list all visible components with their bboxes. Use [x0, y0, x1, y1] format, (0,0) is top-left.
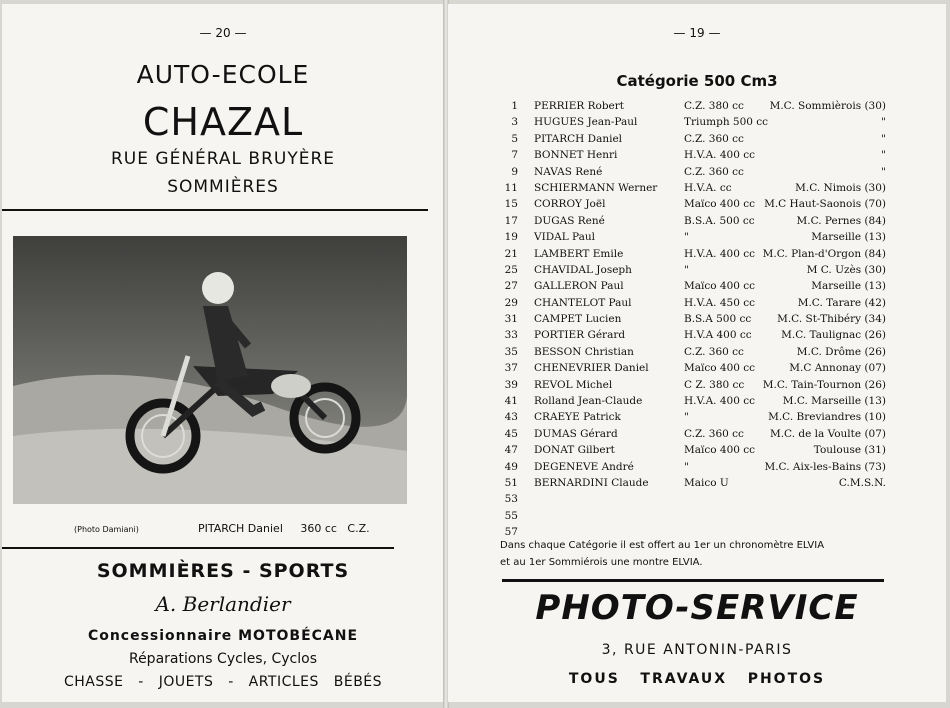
bike-model: Maïco 400 cc [684, 280, 756, 293]
auto-ecole-name: CHAZAL [142, 100, 304, 144]
result-row [448, 395, 946, 411]
result-row [448, 133, 946, 149]
bike-model: H.V.A. 400 cc [684, 247, 755, 260]
bike-model: H.V.A. 400 cc [684, 149, 755, 162]
category-title: Catégorie 500 Cm3 [616, 72, 778, 90]
result-number: 9 [511, 165, 518, 178]
rider-name: REVOL Michel [534, 378, 613, 391]
result-row [448, 198, 946, 214]
rider-name: PITARCH Daniel [534, 132, 623, 145]
divider [502, 579, 884, 582]
result-number: 1 [511, 100, 518, 112]
photo-service-tagline: TOUS TRAVAUX PHOTOS [568, 671, 826, 687]
bike-model: C.Z. 360 cc [684, 132, 744, 145]
rider-name: BONNET Henri [534, 149, 618, 162]
result-row [448, 149, 946, 165]
bike-model: " [684, 263, 689, 276]
rider-name: NAVAS René [534, 165, 603, 178]
rider-name: CRAEYE Patrick [534, 411, 621, 424]
photo-service-title: PHOTO-SERVICE [535, 588, 859, 628]
result-row [448, 280, 946, 296]
result-number: 57 [504, 526, 518, 539]
page-number-20: — 20 — [199, 26, 247, 40]
divider [2, 209, 428, 211]
result-number: 31 [504, 313, 518, 326]
result-number: 53 [504, 493, 518, 506]
club-name: M.C Haut-Saonois (70) [764, 198, 886, 211]
result-row [448, 444, 946, 460]
prize-note-line: Dans chaque Catégorie il est offert au 1er un chronomètre ELVIA [500, 540, 825, 551]
club-name: M.C. Pernes (84) [796, 214, 886, 227]
rider-name: CHANTELOT Paul [534, 296, 632, 309]
club-name: M.C. Tarare (42) [797, 296, 886, 309]
bike-model: H.V.A. 450 cc [684, 296, 755, 309]
divider [2, 547, 394, 549]
club-name: " [881, 149, 886, 162]
club-name: M.C. Tain-Tournon (26) [762, 378, 886, 391]
rider-name: CHENEVRIER Daniel [534, 362, 649, 375]
bike-model: C.Z. 360 cc [684, 427, 744, 440]
result-number: 21 [504, 247, 518, 260]
club-name: M.C. de la Voulte (07) [769, 427, 886, 440]
result-number: 27 [504, 280, 518, 293]
club-name: Marseille (13) [811, 231, 886, 244]
result-number: 5 [511, 132, 518, 145]
result-row [448, 379, 946, 395]
result-row [448, 166, 946, 182]
result-row [448, 231, 946, 247]
result-number: 17 [504, 214, 518, 227]
club-name: M.C. Nimois (30) [795, 181, 886, 194]
club-name: M.C Annonay (07) [789, 362, 886, 375]
bike-model: Maïco 400 cc [684, 362, 756, 375]
result-row [448, 116, 946, 132]
rider-illustration [13, 236, 407, 504]
result-number: 11 [504, 181, 518, 194]
bike-model: H.V.A. cc [684, 181, 732, 194]
result-row [448, 100, 946, 116]
bike-model: H.V.A 400 cc [684, 329, 752, 342]
result-row [448, 264, 946, 280]
bike-model: B.S.A 500 cc [684, 313, 752, 326]
left-page [2, 4, 444, 702]
owner-signature: A. Berlandier [155, 592, 291, 616]
bike-model: " [684, 460, 689, 473]
concession-line: Concessionnaire MOTOBÉCANE [87, 628, 359, 644]
rider-name: DONAT Gilbert [534, 444, 615, 457]
auto-ecole-heading: AUTO-ECOLE [136, 60, 310, 89]
club-name: M.C. Aix-les-Bains (73) [764, 460, 886, 473]
rider-name: BERNARDINI Claude [534, 476, 649, 489]
photo-service-address: 3, RUE ANTONIN-PARIS [601, 642, 793, 658]
bike-model: Maico U [684, 476, 729, 489]
rider-name: HUGUES Jean-Paul [534, 116, 638, 129]
club-name: Toulouse (31) [813, 444, 886, 457]
result-number: 51 [504, 476, 518, 489]
prize-note-line: et au 1er Sommiérois une montre ELVIA. [500, 557, 703, 568]
result-row [448, 510, 946, 526]
result-number: 15 [504, 198, 518, 211]
result-number: 39 [504, 378, 518, 391]
bike-model: " [684, 411, 689, 424]
bike-model: B.S.A. 500 cc [684, 214, 755, 227]
club-name: C.M.S.N. [838, 476, 886, 489]
auto-ecole-town: SOMMIÈRES [167, 177, 279, 197]
result-number: 41 [504, 395, 518, 408]
result-number: 47 [504, 444, 518, 457]
result-row [448, 428, 946, 444]
result-number: 45 [504, 427, 518, 440]
rider-name: CORROY Joël [534, 198, 606, 211]
result-row [448, 182, 946, 198]
result-number: 19 [504, 231, 518, 244]
club-name: M.C. Drôme (26) [796, 345, 886, 358]
bike-model: Maïco 400 cc [684, 198, 756, 211]
sommieres-sports-title: SOMMIÈRES - SPORTS [96, 560, 350, 582]
rider-name: CAMPET Lucien [534, 313, 622, 326]
club-name: " [881, 165, 886, 178]
club-name: M C. Uzès (30) [806, 263, 886, 276]
result-row [448, 461, 946, 477]
result-row [448, 313, 946, 329]
results-list [448, 100, 946, 543]
club-name: M.C. Taulignac (26) [781, 329, 886, 342]
club-name: M.C. Marseille (13) [782, 395, 886, 408]
result-row [448, 493, 946, 509]
result-number: 3 [511, 116, 518, 129]
result-number: 37 [504, 362, 518, 375]
bike-model: H.V.A. 400 cc [684, 395, 755, 408]
club-name: M.C. Plan-d'Orgon (84) [762, 247, 886, 260]
result-number: 29 [504, 296, 518, 309]
rider-name: SCHIERMANN Werner [534, 181, 658, 194]
rider-name: LAMBERT Emile [534, 247, 624, 260]
club-name: M.C. Sommièrois (30) [769, 100, 886, 112]
result-row [448, 362, 946, 378]
bike-model: C.Z. 360 cc [684, 165, 744, 178]
result-number: 55 [504, 509, 518, 522]
club-name: " [881, 116, 886, 129]
result-number: 49 [504, 460, 518, 473]
photo-caption: PITARCH Daniel 360 cc C.Z. [198, 522, 370, 535]
result-row [448, 215, 946, 231]
rider-name: GALLERON Paul [534, 280, 624, 293]
bike-model: C.Z. 380 cc [684, 100, 744, 112]
club-name: " [881, 132, 886, 145]
result-number: 7 [511, 149, 518, 162]
result-number: 35 [504, 345, 518, 358]
result-row [448, 346, 946, 362]
auto-ecole-street: RUE GÉNÉRAL BRUYÈRE [111, 149, 335, 169]
prize-note [500, 537, 888, 571]
result-row [448, 248, 946, 264]
items-line: CHASSE - JOUETS - ARTICLES BÉBÉS [63, 674, 383, 690]
result-row [448, 297, 946, 313]
club-name: Marseille (13) [811, 280, 886, 293]
rider-name: PORTIER Gérard [534, 329, 626, 342]
rider-name: DUMAS Gérard [534, 427, 618, 440]
result-number: 25 [504, 263, 518, 276]
rider-name: DEGENEVE André [534, 460, 634, 473]
photo-credit: (Photo Damiani) [74, 525, 139, 534]
bike-model: Maïco 400 cc [684, 444, 756, 457]
services-line: Réparations Cycles, Cyclos [128, 651, 318, 667]
bike-model: C Z. 380 cc [684, 378, 745, 391]
rider-name: VIDAL Paul [534, 231, 596, 244]
club-name: M.C. St-Thibéry (34) [777, 313, 886, 326]
result-number: 33 [504, 329, 518, 342]
result-row [448, 329, 946, 345]
rider-name: DUGAS René [534, 214, 605, 227]
rider-name: Rolland Jean-Claude [534, 395, 643, 408]
rider-name: BESSON Christian [534, 345, 634, 358]
result-number: 43 [504, 411, 518, 424]
rider-name: PERRIER Robert [534, 100, 624, 112]
page-number-19: — 19 — [673, 26, 721, 40]
result-row [448, 411, 946, 427]
bike-model: Triumph 500 cc [684, 116, 769, 129]
result-row [448, 477, 946, 493]
rider-name: CHAVIDAL Joseph [534, 263, 632, 276]
club-name: M.C. Breviandres (10) [768, 411, 886, 424]
bike-model: C.Z. 360 cc [684, 345, 744, 358]
right-page [448, 4, 946, 702]
motocross-photo [13, 236, 407, 504]
bike-model: " [684, 231, 689, 244]
